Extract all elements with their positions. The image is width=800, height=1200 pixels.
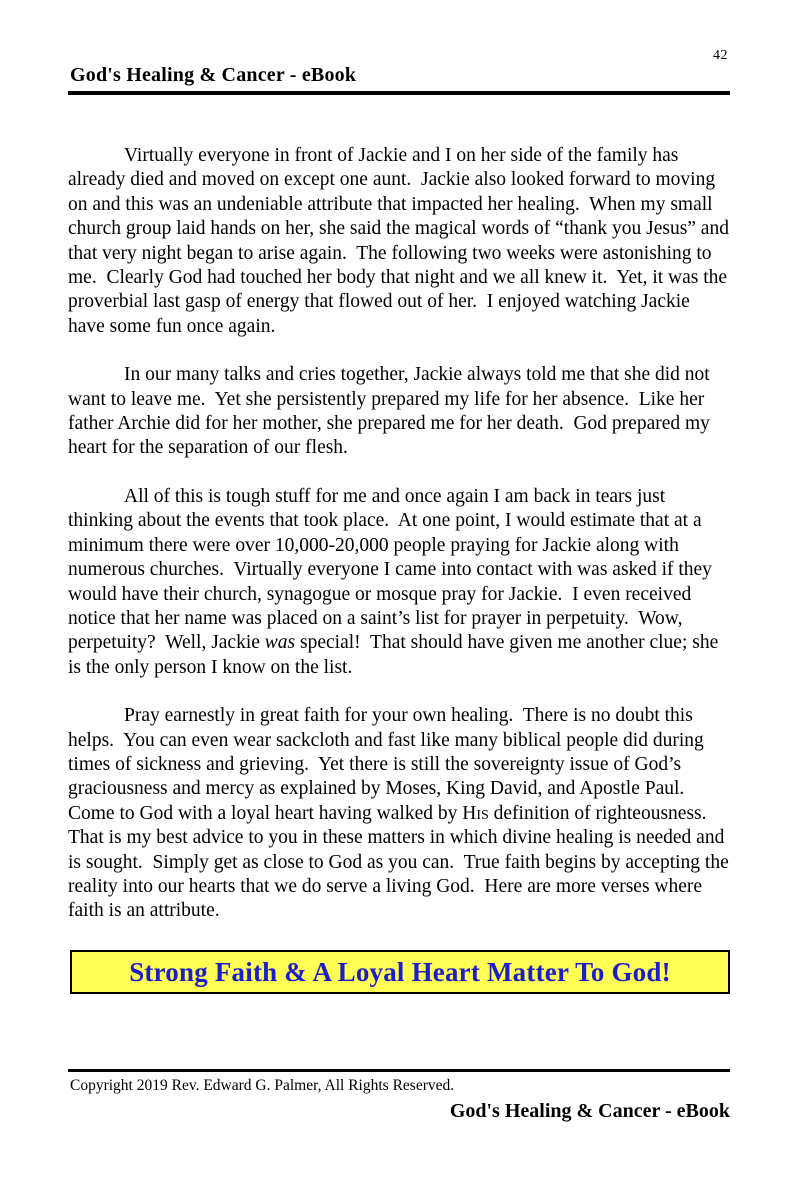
header-rule bbox=[68, 91, 730, 95]
banner-label: Strong Faith & A Loyal Heart Matter To God! bbox=[129, 956, 671, 987]
body-paragraphs bbox=[68, 144, 734, 948]
footer-title: God's Healing & Cancer - eBook bbox=[449, 1100, 730, 1122]
faith-banner bbox=[70, 950, 730, 994]
paragraph: In our many talks and cries together, Jackie always told me that she did not want to leave me. Yet she persistently prepared my life for her absence. Like her father Archie did for her mother, she prepared me for her death. God prepared my heart for the separation of our flesh. bbox=[68, 364, 715, 459]
header-title: God's Healing & Cancer - eBook bbox=[70, 64, 357, 86]
paragraph: Virtually everyone in front of Jackie and I on her side of the family has already died and moved on except one aunt. Jackie also looked forward to moving on and this was an undeniable attribute that impacted her healing. When my small church group laid hands on her, she said the magical words of “thank you Jesus” and that very night began to arise again. The following two weeks were astonishing to me. Clearly God had touched her body that night and we all knew it. Yet, it was the proverbial last gasp of energy that flowed out of her. I enjoyed watching Jackie have some fun once again. bbox=[68, 145, 734, 337]
paragraph: Pray earnestly in great faith for your own healing. There is no doubt this helps. You can even wear sackcloth and fast like many biblical people did during times of sickness and grieving. Yet there is still the sovereignty issue of God’s graciousness and mercy as explained by Moses, King David, and Apostle Paul. Come to God with a loyal heart having walked by His definition of righteousness. That is my best advice to you in these matters in which divine healing is needed and is sought. Simply get as close to God as you can. True faith begins by accepting the reality into our hearts that we do serve a living God. Here are more verses where faith is an attribute. bbox=[68, 705, 734, 922]
paragraph: All of this is tough stuff for me and once again I am back in tears just thinking about the events that took place. At one point, I would estimate that at a minimum there were over 10,000-20,000 people praying for Jackie along with numerous churches. Virtually everyone I came into contact with was asked if they would have their church, synagogue or mosque pray for Jackie. I even received notice that her name was placed on a saint’s list for prayer in perpetuity. Wow, perpetuity? Well, Jackie was special! That should have given me another clue; she is the only person I know on the list. bbox=[68, 485, 724, 678]
copyright-text: Copyright 2019 Rev. Edward G. Palmer, All Rights Reserved. bbox=[70, 1077, 455, 1094]
page-number: 42 bbox=[713, 48, 728, 63]
footer-rule bbox=[68, 1069, 730, 1072]
